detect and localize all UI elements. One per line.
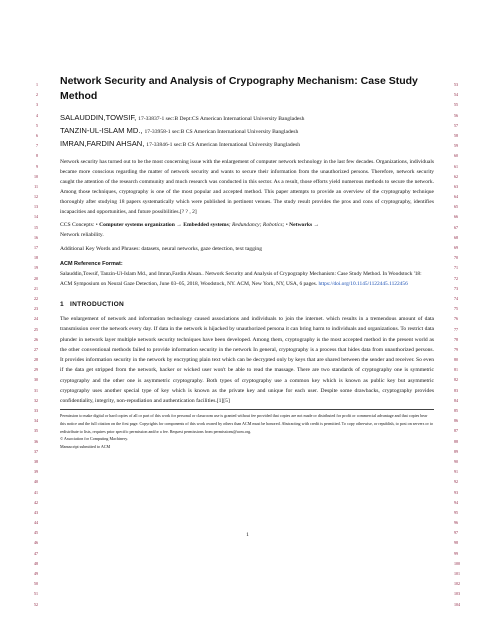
line-number: 94: [454, 499, 458, 505]
ccs-concept-1: Computer systems organization → Embedded systems: [99, 222, 229, 229]
author-affiliation: 17-33846-1 sec:B CS American International University Bangladesh: [146, 142, 301, 149]
line-number: 48: [34, 560, 38, 566]
line-number: 58: [454, 132, 458, 138]
line-number: 6: [36, 132, 38, 138]
line-number: 78: [454, 336, 458, 342]
line-number: 60: [454, 153, 458, 159]
line-number: 82: [454, 377, 458, 383]
line-number: 56: [454, 112, 458, 118]
line-number: 64: [454, 194, 458, 200]
line-number: 103: [454, 591, 460, 597]
line-number: 36: [34, 438, 38, 444]
line-number: 102: [454, 581, 460, 587]
line-number: 32: [34, 397, 38, 403]
line-number: 73: [454, 285, 458, 291]
line-number: 101: [454, 571, 460, 576]
line-number: 18: [34, 255, 38, 261]
line-number: 99: [454, 550, 458, 556]
line-number: 1: [36, 82, 38, 87]
line-number: 91: [454, 469, 458, 475]
line-number: 10: [34, 173, 38, 179]
line-number: 70: [454, 255, 458, 261]
abstract: Network security has turned out to be the most concerning issue with the enlargement of computer network technology in the last few decades. Organizations, individuals became more conscious regarding the matter of network security and wants to secure their information from the unauthorized persons. Therefore, network security caught the attention of the research community and much research was conducted in this sector. As a result, those efforts yield numerous methods to secure the network. Among those techniques, cryptography is one of the most popular and accepted method. This paper attempts to provide an overview of the cryptography technique thoroughly after studying 18 papers systematically which were published in pertinent venues. The study result provides the pros and cons of cryptography, identifies incapacities and opportunities, and future possibilities.[? ? , 2]: [60, 158, 435, 216]
acm-ref-text: Salauddin,Towsif, Tanzin-Ul-Islam Md., and Imran,Fardin Ahsan.. Network Security and Analysis of Crypography Mechanism: Case Study Method. In Woodstock '18: ACM Symposium on Neural Gaze Detection, June 03–05, 2018, Woodstock, NY. ACM, New York, NY, USA, 6 pages.: [60, 271, 422, 288]
page-number: 1: [246, 532, 249, 538]
line-number: 86: [454, 418, 458, 424]
line-number: 20: [34, 275, 38, 281]
line-number: 23: [34, 306, 38, 312]
line-number: 16: [34, 234, 38, 240]
line-number: 83: [454, 387, 458, 393]
line-number: 35: [34, 428, 38, 434]
author-name: TANZIN-UL-ISLAM MD.,: [60, 126, 143, 136]
line-number: 9: [36, 163, 38, 169]
line-number: 57: [454, 122, 458, 128]
line-number: 85: [454, 408, 458, 413]
line-number: 59: [454, 143, 458, 149]
line-number: 29: [34, 367, 38, 373]
line-number: 50: [34, 581, 38, 587]
line-number: 66: [454, 214, 458, 220]
acm-ref-heading: ACM Reference Format:: [60, 261, 123, 268]
line-number: 34: [34, 418, 38, 424]
line-number: 80: [454, 357, 458, 363]
line-number: 14: [34, 214, 38, 220]
author-3: [60, 138, 434, 151]
section-heading: [60, 299, 434, 311]
doi-link[interactable]: https://doi.org/10.1145/1122445.1122456: [318, 281, 408, 288]
line-number: 96: [454, 520, 458, 526]
paper-title: Network Security and Analysis of Crypography Mechanism: Case Study Method: [60, 75, 418, 102]
line-number: 27: [34, 346, 38, 352]
author-name: SALAUDDIN,TOWSIF,: [60, 113, 137, 122]
paper-content: [60, 74, 434, 450]
section-title: INTRODUCTION: [69, 301, 125, 309]
ccs-middle: ; Redundancy; Robotics; •: [228, 222, 290, 229]
ccs-prefix: CCS Concepts: •: [60, 222, 100, 229]
line-number: 39: [34, 469, 38, 475]
line-number: 3: [36, 102, 38, 108]
line-number: 89: [454, 448, 458, 454]
line-number: 33: [34, 408, 38, 413]
line-number: 62: [454, 173, 458, 179]
line-number: 75: [454, 306, 458, 312]
line-number: 42: [34, 499, 38, 505]
section-number: 1: [60, 301, 64, 309]
line-number: 24: [34, 316, 38, 322]
footnote-manuscript: Manuscript submitted to ACM: [60, 443, 111, 449]
line-number: 54: [454, 92, 458, 98]
footnote-rule: [60, 409, 434, 410]
line-number: 100: [454, 560, 460, 566]
line-number: 61: [454, 163, 458, 169]
author-affiliation: 17-33837-1 sec:B Dept:CS American International University Bangladesh: [138, 116, 305, 122]
line-number: 12: [34, 194, 38, 200]
line-number: 95: [454, 509, 458, 515]
ccs-concept-4: Network reliability.: [60, 231, 104, 238]
line-number: 28: [34, 357, 38, 363]
line-number: 38: [34, 458, 38, 464]
acm-ref: [60, 269, 434, 289]
line-number: 63: [454, 183, 458, 189]
footnote-copyright: © Association for Computing Machinery.: [60, 436, 128, 442]
line-number: 51: [34, 591, 38, 597]
line-number: 104: [454, 601, 460, 607]
line-number: 49: [34, 571, 38, 576]
author-affiliation: 17-33958-1 sec:B CS American International University Bangladesh: [144, 129, 299, 136]
line-number: 25: [34, 326, 38, 332]
line-number: 55: [454, 102, 458, 108]
line-number: 4: [36, 112, 38, 118]
line-number: 37: [34, 448, 38, 454]
line-number: 77: [454, 326, 458, 332]
line-number: 41: [34, 489, 38, 495]
line-number: 40: [34, 479, 38, 485]
line-numbers-right: [454, 80, 466, 610]
ccs-concepts: [60, 221, 434, 240]
line-number: 7: [36, 143, 38, 149]
line-number: 84: [454, 397, 458, 403]
line-number: 17: [34, 245, 38, 250]
line-number: 79: [454, 346, 458, 352]
author-2: [60, 125, 434, 138]
footnote: [60, 412, 434, 450]
line-number: 47: [34, 550, 38, 556]
line-number: 26: [34, 336, 38, 342]
line-number: 11: [34, 183, 38, 189]
line-number: 45: [34, 530, 38, 536]
line-number: 46: [34, 540, 38, 546]
author-name: IMRAN,FARDIN AHSAN,: [60, 139, 145, 149]
line-number: 93: [454, 489, 458, 495]
line-number: 2: [36, 92, 38, 98]
line-number: 88: [454, 438, 458, 444]
line-number: 30: [34, 377, 38, 383]
line-number: 76: [454, 316, 458, 322]
line-number: 13: [34, 204, 38, 210]
keywords: Additional Key Words and Phrases: datasets, neural networks, gaze detection, text tagging: [60, 246, 263, 253]
line-number: 15: [34, 224, 38, 230]
line-number: 71: [454, 265, 458, 271]
line-number: 68: [454, 234, 458, 240]
line-number: 72: [454, 275, 458, 281]
line-number: 52: [34, 601, 38, 607]
line-number: 97: [454, 530, 458, 536]
line-number: 22: [34, 295, 38, 301]
line-number: 98: [454, 540, 458, 546]
line-number: 69: [454, 245, 458, 250]
line-number: 74: [454, 295, 458, 301]
author-1: [60, 112, 434, 125]
line-number: 87: [454, 428, 458, 434]
line-number: 43: [34, 509, 38, 515]
line-number: 92: [454, 479, 458, 485]
line-number: 21: [34, 285, 38, 291]
footnote-permission: Permission to make digital or hard copies of all or part of this work for personal or classroom use is granted without fee provided that copies are not made or distributed for profit or commercial advantage and that copies bear this notice and the full citation on the first page. Copyrights for components of this work owned by others than ACM must be honored. Abstracting with credit is permitted. To copy otherwise, or republish, to post on servers or to redistribute to lists, requires prior specific permission and/or a fee. Request permissions from permissions@acm.org.: [60, 413, 434, 434]
line-number: 90: [454, 458, 458, 464]
line-number: 8: [36, 153, 38, 159]
line-number: 53: [454, 82, 458, 87]
line-number: 67: [454, 224, 458, 230]
line-number: 65: [454, 204, 458, 210]
line-number: 31: [34, 387, 38, 393]
line-number: 81: [454, 367, 458, 373]
line-numbers-left: [26, 80, 38, 610]
line-number: 19: [34, 265, 38, 271]
line-number: 44: [34, 520, 38, 526]
ccs-concept-3: Networks →: [289, 222, 320, 229]
line-number: 5: [36, 122, 38, 128]
introduction-text: The enlargement of network and information technology caused associations and individuals to join the internet. which results in a tremendous amount of data transmission over the network every day. If data in the network is hijacked by unauthorized persona it can bring harm to individuals and organizations. To restrict data plunder in network layer multiple network security techniques have been developed. Among them, cryptography is the most accepted method in the present world as the other conventional methods failed to provide information security in the network In general, cryptography is a process that hides data from unauthorized persons. It provides information security in the network by encrypting plain text which can be decrypted only by keys that are shared between the sender and receiver. So even if the data get stripped from the network, hacker or wicked user won't be able to read the massage. There are two standards of cryptography one is symmetric cryptography and the other one is asymmetric cryptography. Both types of cryptography use a common key which is known as public key but asymmetric cryptography uses another special type of key which is known as the private key and unique for each user. Despite some drawbacks, cryptography provides confidentiality, integrity, non-repudiation and authentication facilities.[1][5]: [60, 316, 434, 405]
